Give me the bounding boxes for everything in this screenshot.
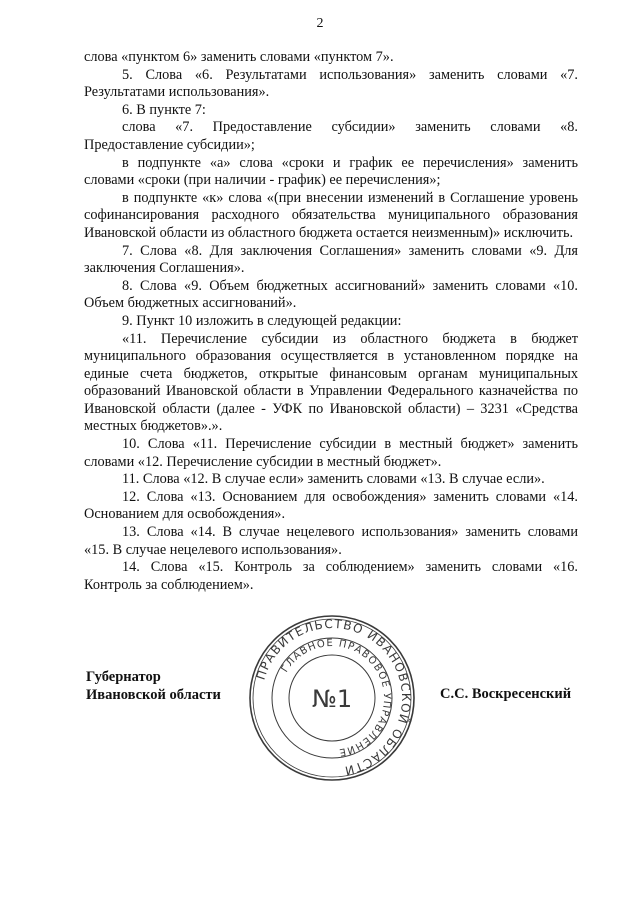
- paragraph: в подпункте «к» слова «(при внесении изменений в Соглашение уровень софинансирования расходного обязательства муниципального образования Ивановской области из областного бюджета остается неизменным)» исключить.: [84, 189, 578, 241]
- seal-number: №1: [311, 685, 353, 713]
- paragraph: 8. Слова «9. Объем бюджетных ассигнований» заменить словами «10. Объем бюджетных ассигнований».: [84, 277, 578, 312]
- paragraph: «11. Перечисление субсидии из областного бюджета в бюджет муниципального образования осуществляется в установленном порядке на единые счета бюджетов, открытые финансовым органам муниципальных образований Ивановской области в Управлении Федерального казначейства по Ивановской области (далее - УФК по Ивановской области) – 3231 «Средства местных бюджетов».».: [84, 330, 578, 435]
- paragraph: 7. Слова «8. Для заключения Соглашения» заменить словами «9. Для заключения Соглашения».: [84, 242, 578, 277]
- seal-inner-text: ГЛАВНОЕ ПРАВОВОЕ УПРАВЛЕНИЕ: [279, 637, 393, 758]
- paragraph: 10. Слова «11. Перечисление субсидии в местный бюджет» заменить словами «12. Перечисление субсидии в местный бюджет».: [84, 436, 578, 470]
- signatory-title: [86, 668, 221, 704]
- seal-outer-text: ПРАВИТЕЛЬСТВО ИВАНОВСКОЙ ОБЛАСТИ: [253, 616, 414, 779]
- signatory-title-line: Ивановской области: [86, 687, 221, 703]
- paragraph: 11. Слова «12. В случае если» заменить словами «13. В случае если».: [122, 471, 545, 488]
- signatory-title-line: Губернатор: [86, 669, 161, 685]
- paragraph: слова «7. Предоставление субсидии» заменить словами «8. Предоставление субсидии»;: [84, 119, 578, 153]
- page-number: 2: [316, 16, 324, 31]
- signatory-name: С.С. Воскресенский: [440, 686, 572, 702]
- paragraph: 14. Слова «15. Контроль за соблюдением» заменить словами «16. Контроль за соблюдением».: [84, 559, 578, 593]
- document-body: [84, 49, 578, 594]
- paragraph: 6. В пункте 7:: [122, 101, 206, 118]
- paragraph: 5. Слова «6. Результатами использования» заменить словами «7. Результатами использования».: [84, 66, 578, 101]
- paragraph: слова «пунктом 6» заменить словами «пунктом 7».: [84, 49, 394, 65]
- official-seal: [247, 613, 417, 783]
- paragraph: 12. Слова «13. Основанием для освобождения» заменить словами «14. Основанием для освобождения».: [84, 488, 578, 523]
- paragraph: 13. Слова «14. В случае нецелевого использования» заменить словами «15. В случае нецелевого использования».: [84, 524, 578, 558]
- paragraph: 9. Пункт 10 изложить в следующей редакции:: [122, 312, 402, 329]
- paragraph: в подпункте «а» слова «сроки и график ее перечисления» заменить словами «сроки (при наличии - график) ее перечисления»;: [84, 154, 578, 189]
